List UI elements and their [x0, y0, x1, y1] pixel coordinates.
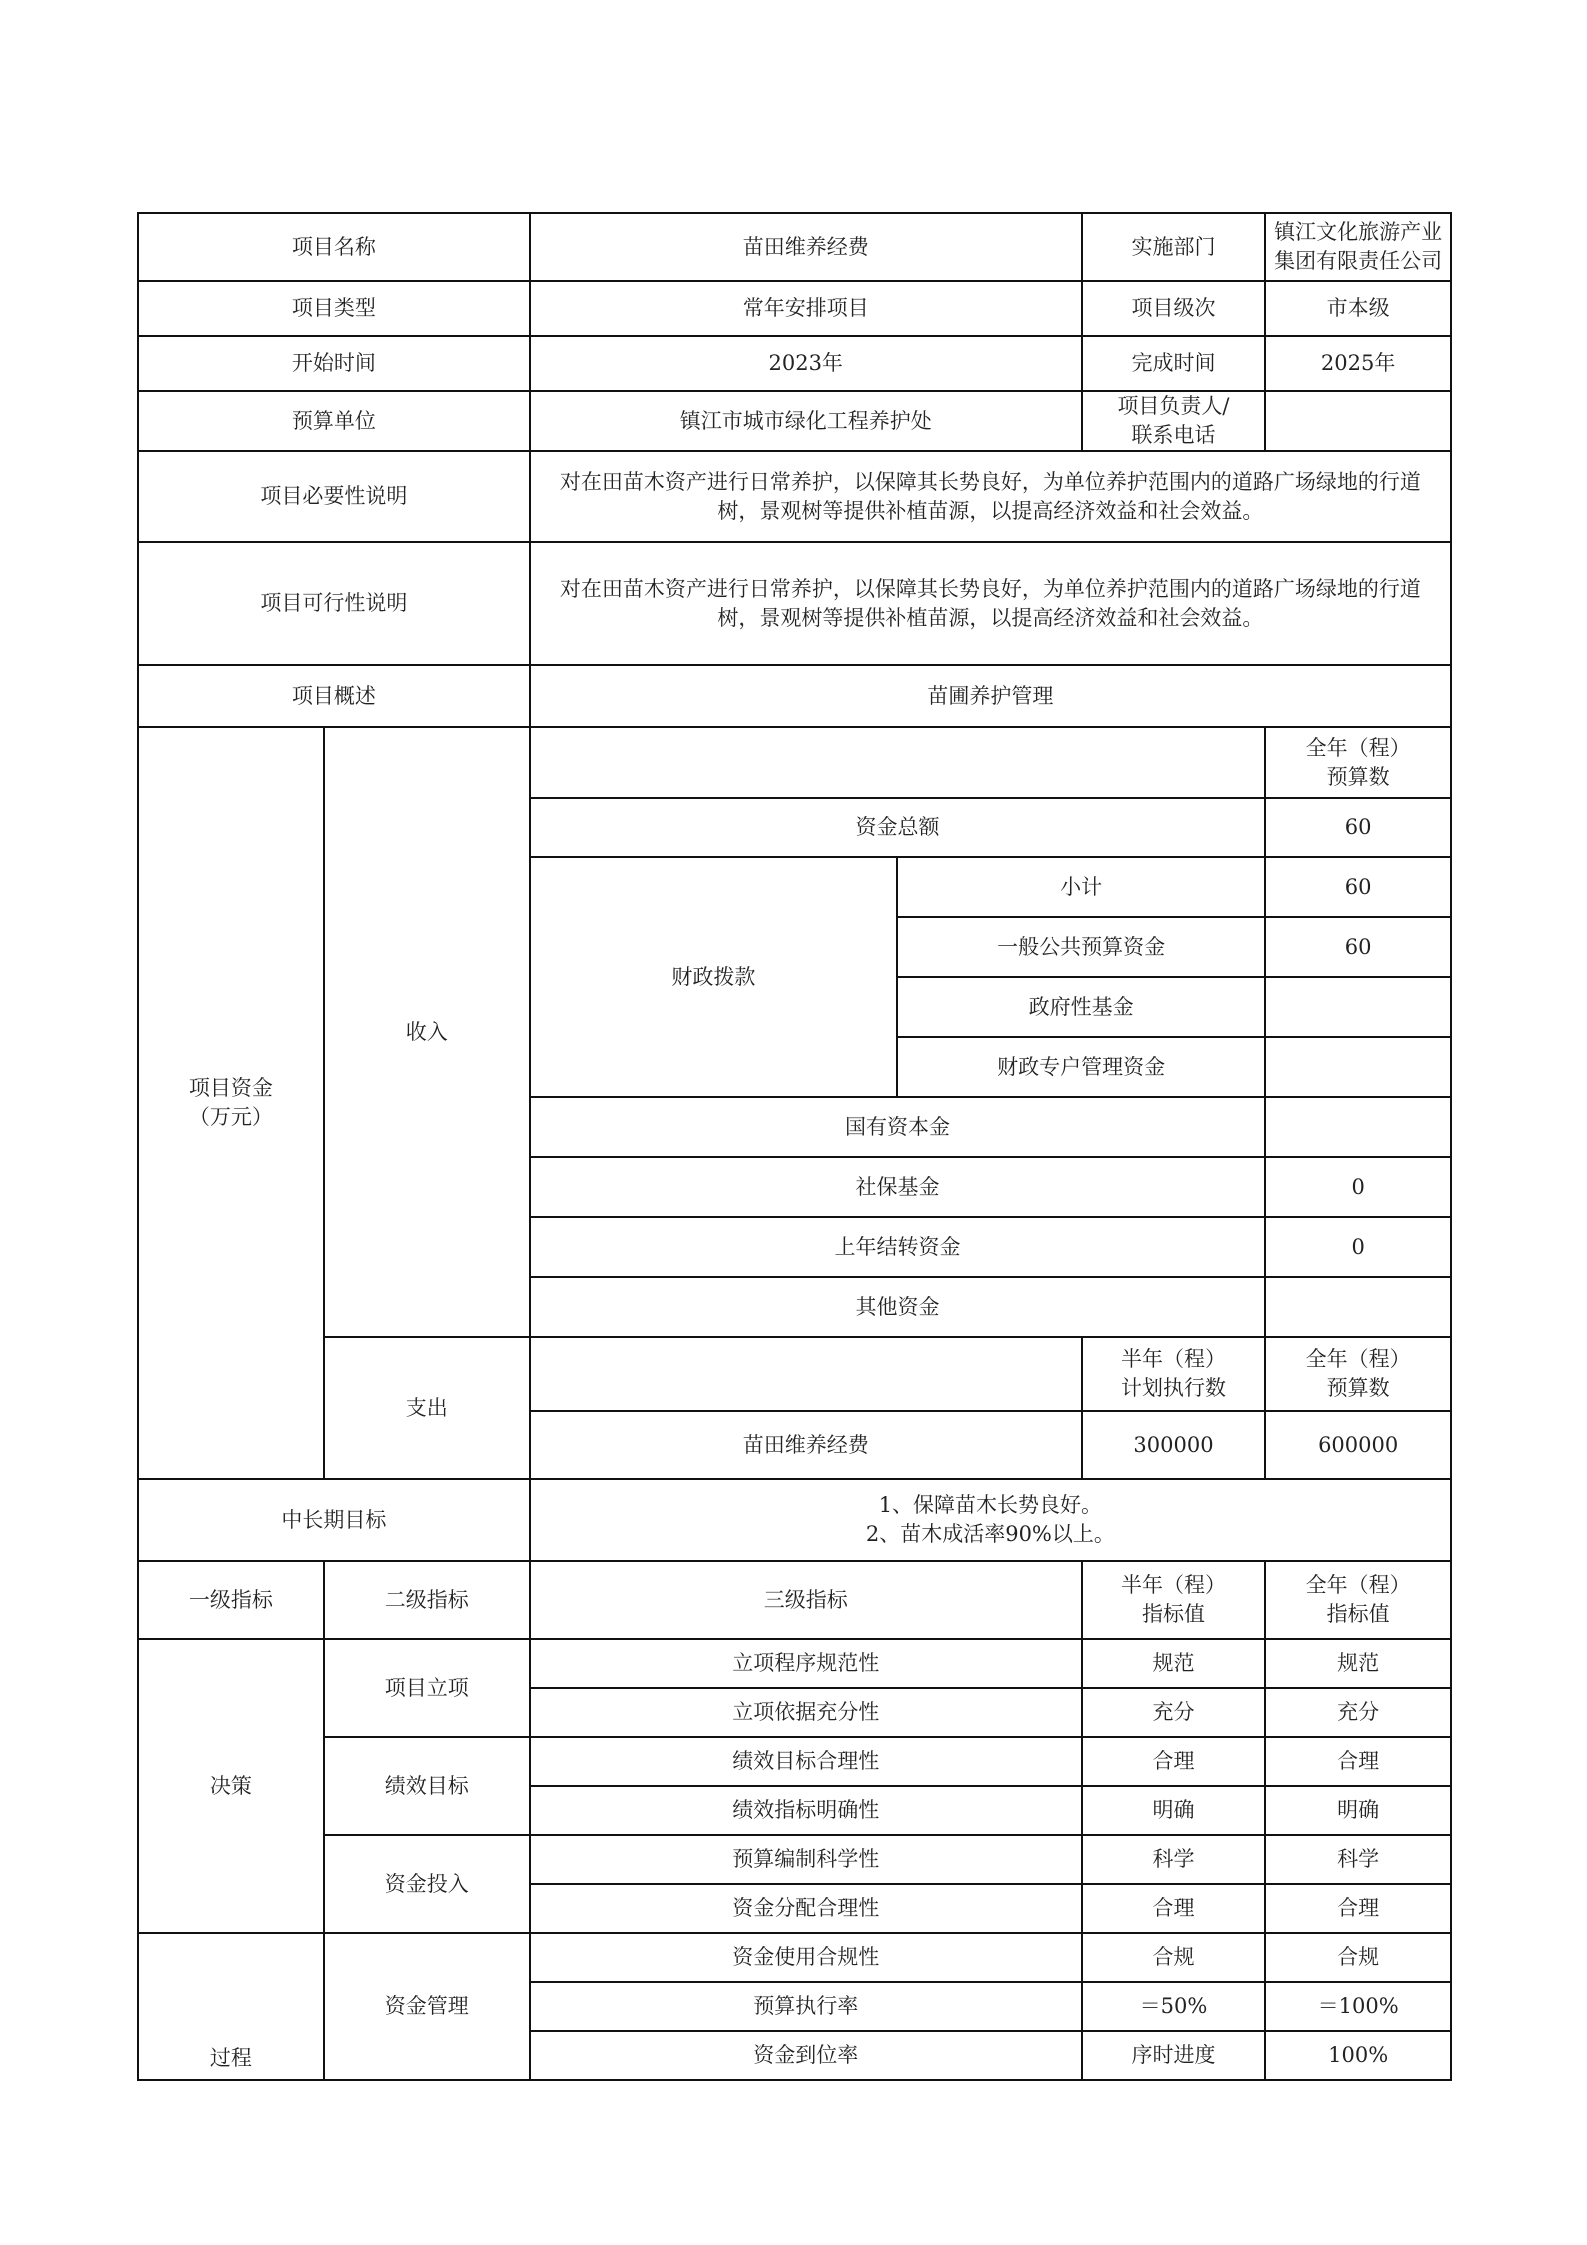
indicator-row: [138, 1737, 1451, 1786]
annual-budget-header: 全年（程） 预算数: [1265, 727, 1451, 798]
row-project-name: [138, 213, 1451, 281]
project-name-value: 苗田维养经费: [530, 213, 1082, 281]
indicator-row: [138, 1933, 1451, 1982]
level3-cell: 资金到位率: [530, 2031, 1082, 2080]
level3-cell: 预算编制科学性: [530, 1835, 1082, 1884]
other-value: [1265, 1277, 1451, 1337]
annual-value-cell: 合理: [1265, 1737, 1451, 1786]
half-value-cell: 合理: [1082, 1737, 1266, 1786]
annual-value-cell: 100%: [1265, 2031, 1451, 2080]
row-feasibility: [138, 542, 1451, 665]
indicator-row: [138, 1639, 1451, 1688]
special-value: [1265, 1037, 1451, 1097]
total-value: 60: [1265, 798, 1451, 857]
gov-fund-value: [1265, 977, 1451, 1037]
annual-value-cell: 合规: [1265, 1933, 1451, 1982]
owner-value: [1265, 391, 1451, 451]
expense-half: 300000: [1082, 1411, 1266, 1479]
overview-label: 项目概述: [138, 665, 530, 727]
type-label: 项目类型: [138, 281, 530, 336]
goals-label: 中长期目标: [138, 1479, 530, 1561]
special-label: 财政专户管理资金: [897, 1037, 1265, 1097]
level3-cell: 资金分配合理性: [530, 1884, 1082, 1933]
income-label: 收入: [324, 727, 530, 1337]
owner-label: 项目负责人/ 联系电话: [1082, 391, 1266, 451]
necessity-label: 项目必要性说明: [138, 451, 530, 542]
goals-value: 1、保障苗木长势良好。 2、苗木成活率90%以上。: [530, 1479, 1451, 1561]
level3-cell: 绩效指标明确性: [530, 1786, 1082, 1835]
general-value: 60: [1265, 917, 1451, 977]
annual-expense-header: 全年（程） 预算数: [1265, 1337, 1451, 1411]
row-time: [138, 336, 1451, 391]
row-expense-header: [138, 1337, 1451, 1411]
subtotal-value: 60: [1265, 857, 1451, 917]
start-label: 开始时间: [138, 336, 530, 391]
feasibility-value: 对在田苗木资产进行日常养护，以保障其长势良好，为单位养护范围内的道路广场绿地的行道 树，景观树等提供补植苗源，以提高经济效益和社会效益。: [530, 542, 1451, 665]
level3-cell: 立项程序规范性: [530, 1639, 1082, 1688]
end-label: 完成时间: [1082, 336, 1266, 391]
half-value-cell: 规范: [1082, 1639, 1266, 1688]
dept-label: 实施部门: [1082, 213, 1266, 281]
project-name-label: 项目名称: [138, 213, 530, 281]
row-funds-header: [138, 727, 1451, 798]
half-value-cell: 充分: [1082, 1688, 1266, 1737]
gov-fund-label: 政府性基金: [897, 977, 1265, 1037]
fiscal-label: 财政拨款: [530, 857, 897, 1097]
funds-header-blank: [530, 727, 1266, 798]
budget-unit-value: 镇江市城市绿化工程养护处: [530, 391, 1082, 451]
row-project-type: [138, 281, 1451, 336]
half-value-cell: 明确: [1082, 1786, 1266, 1835]
total-label: 资金总额: [530, 798, 1266, 857]
funds-label: 项目资金 （万元）: [138, 727, 324, 1479]
indicator-row: [138, 1835, 1451, 1884]
subtotal-label: 小计: [897, 857, 1265, 917]
annual-value-header: 全年（程） 指标值: [1265, 1561, 1451, 1639]
feasibility-label: 项目可行性说明: [138, 542, 530, 665]
expense-label: 支出: [324, 1337, 530, 1479]
level3-cell: 资金使用合规性: [530, 1933, 1082, 1982]
half-plan-header: 半年（程） 计划执行数: [1082, 1337, 1266, 1411]
level2-cell: 绩效目标: [324, 1737, 530, 1835]
row-budget-unit: [138, 391, 1451, 451]
level1-cell: 决策: [138, 1639, 324, 1933]
level3-cell: 绩效目标合理性: [530, 1737, 1082, 1786]
half-value-cell: 科学: [1082, 1835, 1266, 1884]
carryover-label: 上年结转资金: [530, 1217, 1266, 1277]
expense-item: 苗田维养经费: [530, 1411, 1082, 1479]
half-value-cell: 合理: [1082, 1884, 1266, 1933]
level3-cell: 立项依据充分性: [530, 1688, 1082, 1737]
overview-value: 苗圃养护管理: [530, 665, 1451, 727]
state-capital-label: 国有资本金: [530, 1097, 1266, 1157]
annual-value-cell: 科学: [1265, 1835, 1451, 1884]
start-value: 2023年: [530, 336, 1082, 391]
annual-value-cell: 合理: [1265, 1884, 1451, 1933]
state-capital-value: [1265, 1097, 1451, 1157]
row-goals: [138, 1479, 1451, 1561]
general-label: 一般公共预算资金: [897, 917, 1265, 977]
social-label: 社保基金: [530, 1157, 1266, 1217]
end-value: 2025年: [1265, 336, 1451, 391]
level3-cell: 预算执行率: [530, 1982, 1082, 2031]
annual-value-cell: ＝100%: [1265, 1982, 1451, 2031]
row-necessity: [138, 451, 1451, 542]
half-value-cell: 合规: [1082, 1933, 1266, 1982]
annual-value-cell: 充分: [1265, 1688, 1451, 1737]
type-value: 常年安排项目: [530, 281, 1082, 336]
level2-cell: 资金投入: [324, 1835, 530, 1933]
expense-header-blank: [530, 1337, 1082, 1411]
half-value-cell: 序时进度: [1082, 2031, 1266, 2080]
expense-annual: 600000: [1265, 1411, 1451, 1479]
annual-value-cell: 规范: [1265, 1639, 1451, 1688]
dept-value: 镇江文化旅游产业集团有限责任公司: [1274, 220, 1443, 273]
necessity-value: 对在田苗木资产进行日常养护，以保障其长势良好，为单位养护范围内的道路广场绿地的行道 树，景观树等提供补植苗源，以提高经济效益和社会效益。: [530, 451, 1451, 542]
social-value: 0: [1265, 1157, 1451, 1217]
level1-cell: 过程: [138, 1933, 324, 2080]
carryover-value: 0: [1265, 1217, 1451, 1277]
level1-header: 一级指标: [138, 1561, 324, 1639]
project-budget-table: [137, 212, 1452, 2081]
row-indicator-header: [138, 1561, 1451, 1639]
annual-value-cell: 明确: [1265, 1786, 1451, 1835]
budget-unit-label: 预算单位: [138, 391, 530, 451]
half-value-cell: ＝50%: [1082, 1982, 1266, 2031]
level-label: 项目级次: [1082, 281, 1266, 336]
level3-header: 三级指标: [530, 1561, 1082, 1639]
other-label: 其他资金: [530, 1277, 1266, 1337]
level2-cell: 资金管理: [324, 1933, 530, 2080]
level2-header: 二级指标: [324, 1561, 530, 1639]
dept-value-cell: [1265, 213, 1451, 281]
level2-cell: 项目立项: [324, 1639, 530, 1737]
half-value-header: 半年（程） 指标值: [1082, 1561, 1266, 1639]
row-overview: [138, 665, 1451, 727]
level-value: 市本级: [1265, 281, 1451, 336]
